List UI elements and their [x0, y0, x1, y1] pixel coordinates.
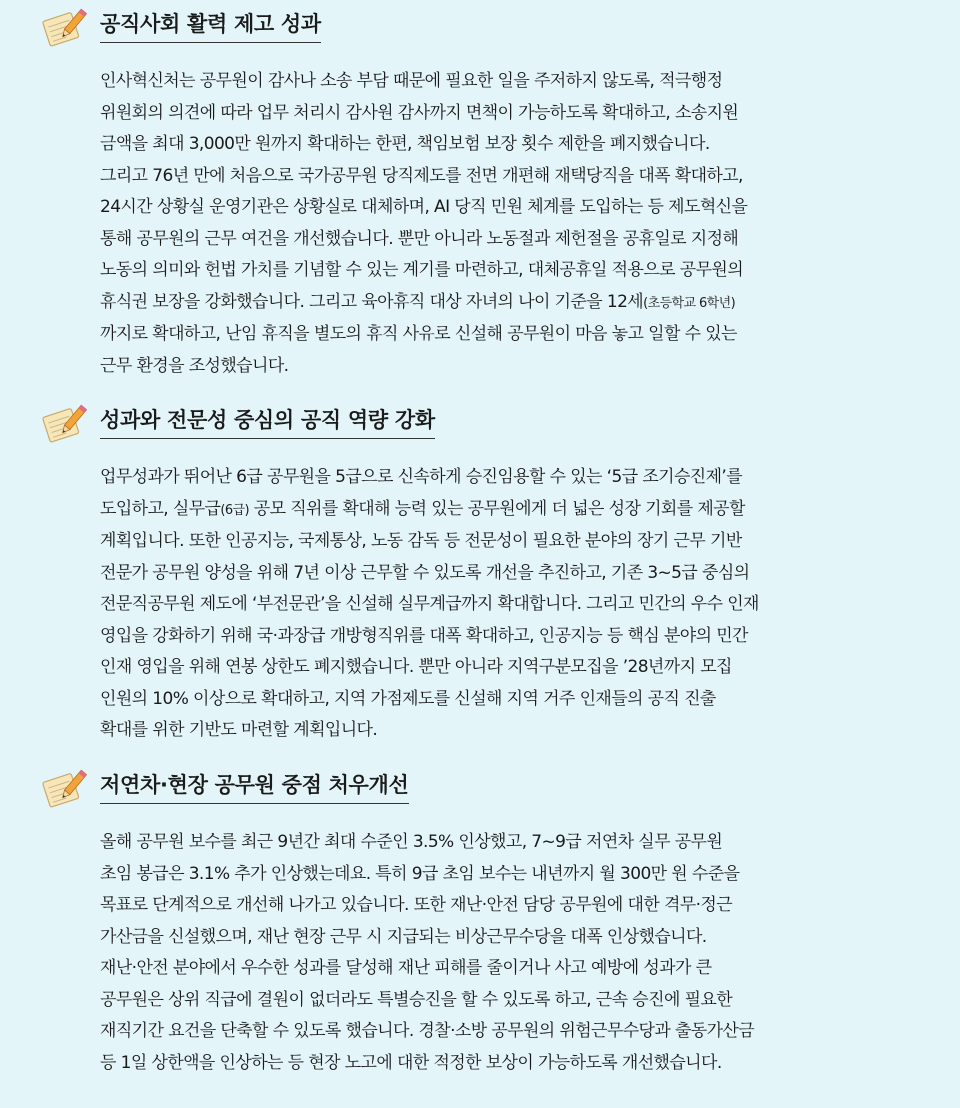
body-line: 가산금을 신설했으며, 재난 현장 근무 시 지급되는 비상근무수당을 대폭 인상했습니다.: [100, 926, 707, 947]
memo-pencil-icon: [40, 767, 88, 811]
section-heading-row: [40, 6, 321, 50]
memo-pencil-icon: [40, 402, 88, 446]
body-line: 등 1일 상한액을 인상하는 등 현장 노고에 대한 적정한 보상이 가능하도록 개선했습니다.: [100, 1052, 722, 1073]
memo-pencil-icon: [40, 6, 88, 50]
body-text-note: (초등학교 6학년): [643, 295, 736, 311]
body-line: 인사혁신처는 공무원이 감사나 소송 부담 때문에 필요한 일을 주저하지 않도록, 적극행정: [100, 71, 723, 91]
section-body: [100, 66, 900, 382]
section-body: [100, 827, 900, 1079]
body-line: 전문가 공무원 양성을 위해 7년 이상 근무할 수 있도록 개선을 추진하고, 기존 3~5급 중심의: [100, 562, 750, 583]
section-body: [100, 462, 900, 747]
body-line: 그리고 76년 만에 처음으로 국가공무원 당직제도를 전면 개편해 재택당직을 대폭 확대하고,: [100, 165, 743, 186]
body-text-segment: 휴식권 보장을 강화했습니다. 그리고 육아휴직 대상 자녀의 나이 기준을 12세: [100, 291, 644, 312]
section-heading-row: [40, 767, 409, 811]
body-line: 재직기간 요건을 단축할 수 있도록 했습니다. 경찰·소방 공무원의 위험근무수당과 출동가산금: [100, 1021, 755, 1041]
body-line: 영입을 강화하기 위해 국·과장급 개방형직위를 대폭 확대하고, 인공지능 등 핵심 분야의 민간: [100, 625, 748, 646]
body-line: 인재 영입을 위해 연봉 상한도 폐지했습니다. 뿐만 아니라 지역구분모집을 ’28년까지 모집: [100, 657, 732, 677]
body-line: 계획입니다. 또한 인공지능, 국제통상, 노동 감독 등 전문성이 필요한 분야의 장기 근무 기반: [100, 531, 742, 551]
body-text-note: (6급): [220, 502, 249, 518]
body-line: 재난·안전 분야에서 우수한 성과를 달성해 재난 피해를 줄이거나 사고 예방에 성과가 큰: [100, 958, 712, 978]
section-heading-row: [40, 402, 435, 446]
body-line: [100, 494, 900, 527]
body-line: [100, 287, 900, 320]
body-text-segment: 도입하고, 실무급: [100, 498, 221, 519]
body-line: 공무원은 상위 직급에 결원이 없더라도 특별승진을 할 수 있도록 하고, 근속 승진에 필요한: [100, 989, 733, 1010]
body-text-segment: 공모 직위를 확대해 능력 있는 공무원에게 더 넓은 성장 기회를 제공할: [248, 498, 745, 519]
body-line: 까지로 확대하고, 난임 휴직을 별도의 휴직 사유로 신설해 공무원이 마음 놓고 일할 수 있는: [100, 324, 737, 344]
body-line: 초임 봉급은 3.1% 추가 인상했는데요. 특히 9급 초임 보수는 내년까지 월 300만 원 수준을: [100, 863, 740, 884]
body-line: 확대를 위한 기반도 마련할 계획입니다.: [100, 720, 378, 740]
body-line: 올해 공무원 보수를 최근 9년간 최대 수준인 3.5% 인상했고, 7~9급 저연차 실무 공무원: [100, 832, 723, 852]
body-line: 업무성과가 뛰어난 6급 공무원을 5급으로 신속하게 승진임용할 수 있는 ‘5급 조기승진제’를: [100, 467, 743, 487]
body-line: 근무 환경을 조성했습니다.: [100, 355, 289, 376]
body-line: 노동의 의미와 헌법 가치를 기념할 수 있는 계기를 마련하고, 대체공휴일 적용으로 공무원의: [100, 260, 744, 280]
body-line: 통해 공무원의 근무 여건을 개선했습니다. 뿐만 아니라 노동절과 제헌절을 공휴일로 지정해: [100, 228, 739, 249]
body-line: 24시간 상황실 운영기관은 상황실로 대체하며, AI 당직 민원 체계를 도입하는 등 제도혁신을: [100, 197, 748, 217]
section-title: 저연차·현장 공무원 중점 처우개선: [100, 767, 409, 804]
section-title: 공직사회 활력 제고 성과: [100, 6, 321, 43]
body-line: 금액을 최대 3,000만 원까지 확대하는 한편, 책임보험 보장 횟수 제한을 폐지했습니다.: [100, 134, 710, 154]
body-line: 위원회의 의견에 따라 업무 처리시 감사원 감사까지 면책이 가능하도록 확대하고, 소송지원: [100, 102, 739, 123]
body-line: 인원의 10% 이상으로 확대하고, 지역 가점제도를 신설해 지역 거주 인재들의 공직 진출: [100, 688, 716, 709]
body-line: 전문직공무원 제도에 ‘부전문관’을 신설해 실무계급까지 확대합니다. 그리고 민간의 우수 인재: [100, 594, 759, 614]
body-line: 목표로 단계적으로 개선해 나가고 있습니다. 또한 재난·안전 담당 공무원에 대한 격무·정근: [100, 895, 733, 915]
section-title: 성과와 전문성 중심의 공직 역량 강화: [100, 402, 435, 439]
